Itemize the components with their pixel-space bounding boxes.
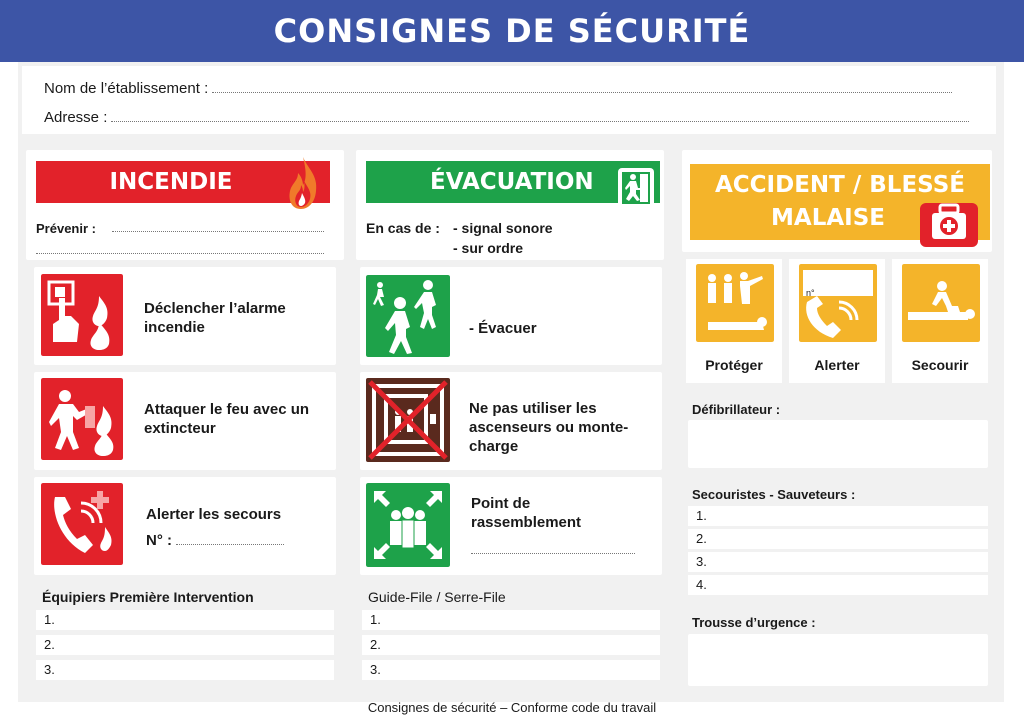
- epi-line-2[interactable]: 2.: [36, 635, 334, 655]
- first-aid-kit-icon: [920, 203, 978, 247]
- emergency-phone-icon: [41, 483, 123, 565]
- fire-alarm-icon: [41, 274, 123, 356]
- secouristes-label: Secouristes - Sauveteurs :: [692, 487, 856, 502]
- footer-note: Consignes de sécurité – Conforme code du travail: [367, 700, 657, 715]
- incendie-step-alarm-label: Déclencher l’alarme incendie: [144, 300, 286, 336]
- secours-number-label: N° :: [146, 532, 172, 549]
- accident-title-line1: ACCIDENT / BLESSÉ: [715, 172, 965, 198]
- secouristes-line-3[interactable]: 3.: [688, 552, 988, 572]
- incendie-step-alert-label: Alerter les secours: [146, 506, 282, 523]
- secouristes-line-2[interactable]: 2.: [688, 529, 988, 549]
- secours-number-field[interactable]: [176, 531, 284, 545]
- page-header: [0, 0, 1024, 62]
- first-aid-person-icon: [902, 264, 980, 342]
- defibrillator-label: Défibrillateur :: [692, 402, 781, 417]
- assembly-point-icon: [366, 483, 450, 567]
- establishment-name-row: [44, 80, 952, 97]
- incendie-title: INCENDIE: [109, 169, 233, 195]
- address-row: [44, 109, 969, 126]
- no-elevator-icon: [366, 378, 450, 462]
- guide-line-3[interactable]: 3.: [362, 660, 660, 680]
- incendie-step-extinguisher-label: Attaquer le feu avec un extincteur: [144, 401, 310, 437]
- address-field[interactable]: [111, 121, 969, 122]
- tile-secourir-label: Secourir: [911, 357, 969, 373]
- accident-title-line2: MALAISE: [771, 205, 885, 231]
- defibrillator-field[interactable]: [688, 420, 988, 468]
- people-walking-icon: [366, 275, 450, 357]
- establishment-name-label: Nom de l’établissement :: [44, 80, 209, 97]
- guide-line-1[interactable]: 1.: [362, 610, 660, 630]
- epi-line-3[interactable]: 3.: [36, 660, 334, 680]
- tile-alerter-number: n°: [806, 288, 815, 298]
- epi-line-1[interactable]: 1.: [36, 610, 334, 630]
- evacuation-step-assembly-label: Point de rassemblement: [471, 495, 582, 531]
- guide-line-2[interactable]: 2.: [362, 635, 660, 655]
- prevenir-label: Prévenir :: [36, 221, 96, 236]
- emergency-exit-icon: [616, 166, 656, 210]
- guide-file-title: Guide-File / Serre-File: [368, 589, 506, 605]
- alert-phone-icon: [799, 264, 877, 342]
- evacuation-case-label: En cas de :: [366, 220, 440, 236]
- evacuation-case-order: - sur ordre: [453, 240, 524, 256]
- evacuation-case-signal: - signal sonore: [453, 220, 553, 236]
- evacuation-title: ÉVACUATION: [430, 169, 594, 195]
- trousse-field[interactable]: [688, 634, 988, 686]
- tile-alerter-label: Alerter: [814, 357, 860, 373]
- tile-proteger-label: Protéger: [705, 357, 763, 373]
- prevenir-field-2[interactable]: [36, 240, 324, 254]
- prevenir-field[interactable]: [112, 218, 324, 232]
- flame-icon: [286, 155, 320, 211]
- evacuation-step-evacuate-label: - Évacuer: [469, 320, 537, 337]
- evacuation-step-elevator-label: Ne pas utiliser les ascenseurs ou monte-charge: [469, 400, 629, 455]
- assembly-point-field[interactable]: [471, 540, 635, 554]
- secouristes-line-1[interactable]: 1.: [688, 506, 988, 526]
- page-title: CONSIGNES DE SÉCURITÉ: [273, 12, 751, 50]
- protect-icon: [696, 264, 774, 342]
- fire-extinguisher-icon: [41, 378, 123, 460]
- epi-title: Équipiers Première Intervention: [42, 589, 254, 605]
- trousse-label: Trousse d’urgence :: [692, 615, 816, 630]
- secouristes-line-4[interactable]: 4.: [688, 575, 988, 595]
- address-label: Adresse :: [44, 109, 108, 126]
- establishment-name-field[interactable]: [212, 92, 952, 93]
